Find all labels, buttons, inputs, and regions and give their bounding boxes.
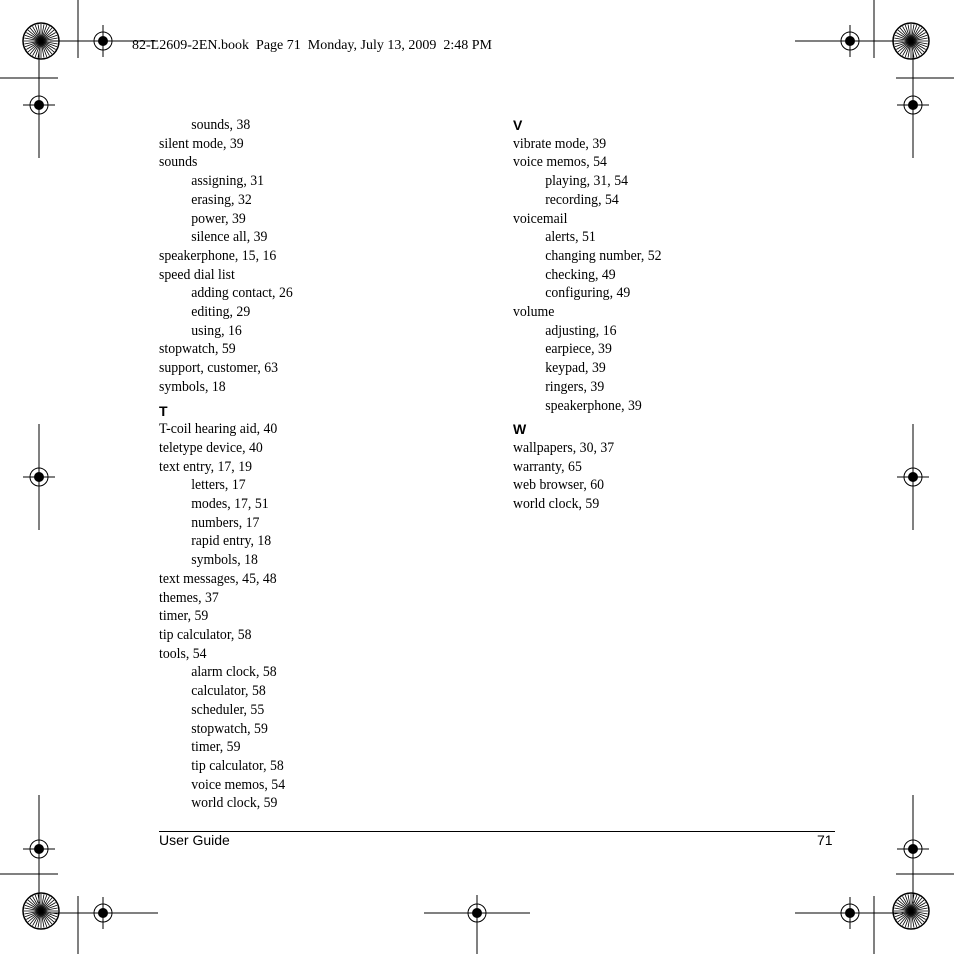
index-subentry: keypad, 39: [545, 360, 606, 377]
footer-rule: [159, 831, 835, 832]
index-subentry: letters, 17: [191, 477, 246, 494]
index-subentry: rapid entry, 18: [191, 533, 272, 550]
index-subentry: timer, 59: [191, 739, 241, 756]
index-entry: warranty, 65: [513, 458, 582, 475]
index-entry: speakerphone, 15, 16: [159, 247, 277, 264]
index-entry: tip calculator, 58: [159, 626, 252, 643]
page-number: 71: [817, 832, 833, 848]
index-subentry: checking, 49: [545, 266, 616, 283]
index-subentry: power, 39: [191, 210, 246, 227]
index-entry: teletype device, 40: [159, 439, 263, 456]
section-letter: W: [513, 421, 527, 438]
index-subentry: voice memos, 54: [191, 776, 286, 793]
index-subentry: sounds, 38: [191, 117, 251, 133]
index-entry: vibrate mode, 39: [513, 135, 607, 152]
index-subentry: world clock, 59: [191, 795, 278, 812]
index-entry: web browser, 60: [513, 477, 605, 494]
index-entry: volume: [513, 304, 555, 321]
index-subentry: silence all, 39: [191, 229, 268, 246]
index-subentry: stopwatch, 59: [191, 720, 268, 737]
index-entry: tools, 54: [159, 645, 207, 662]
index-subentry: scheduler, 55: [191, 701, 265, 718]
index-subentry: recording, 54: [545, 191, 619, 208]
index-subentry: symbols, 18: [191, 552, 258, 569]
index-entry: symbols, 18: [159, 378, 226, 395]
index-subentry: assigning, 31: [191, 173, 265, 190]
section-letter: T: [159, 402, 168, 419]
index-entry: sounds: [159, 154, 198, 171]
index-column-right: [513, 116, 833, 514]
index-subentry: configuring, 49: [545, 285, 631, 302]
index-entry: support, customer, 63: [159, 360, 279, 377]
index-entry: text messages, 45, 48: [159, 570, 277, 587]
footer-title: User Guide: [159, 832, 230, 848]
index-subentry: adding contact, 26: [191, 285, 293, 302]
index-subentry: erasing, 32: [191, 191, 252, 208]
index-subentry: calculator, 58: [191, 683, 266, 700]
index-subentry: earpiece, 39: [545, 341, 612, 358]
index-subentry: alerts, 51: [545, 229, 596, 246]
index-subentry: ringers, 39: [545, 378, 605, 395]
index-entry: T-coil hearing aid, 40: [159, 421, 278, 438]
index-subentry: tip calculator, 58: [191, 757, 284, 774]
index-entry: world clock, 59: [513, 496, 600, 513]
index-subentry: numbers, 17: [191, 514, 260, 531]
print-slug: 82-L2609-2EN.book Page 71 Monday, July 13, 2009 2:48 PM: [132, 38, 492, 53]
index-entry: themes, 37: [159, 589, 219, 606]
index-entry: wallpapers, 30, 37: [513, 439, 615, 456]
index-subentry: editing, 29: [191, 304, 251, 321]
index-subentry: alarm clock, 58: [191, 664, 277, 681]
index-column-left: [159, 116, 479, 813]
index-entry: timer, 59: [159, 608, 209, 625]
index-entry: voice memos, 54: [513, 154, 607, 171]
section-letter: V: [513, 117, 523, 133]
index-entry: silent mode, 39: [159, 135, 244, 152]
index-subentry: speakerphone, 39: [545, 397, 642, 414]
index-entry: voicemail: [513, 210, 568, 227]
index-subentry: adjusting, 16: [545, 322, 617, 339]
index-subentry: changing number, 52: [545, 247, 662, 264]
index-entry: speed dial list: [159, 266, 235, 283]
index-entry: text entry, 17, 19: [159, 458, 253, 475]
index-entry: stopwatch, 59: [159, 341, 236, 358]
index-subentry: playing, 31, 54: [545, 173, 628, 190]
index-subentry: modes, 17, 51: [191, 496, 269, 513]
index-subentry: using, 16: [191, 322, 242, 339]
